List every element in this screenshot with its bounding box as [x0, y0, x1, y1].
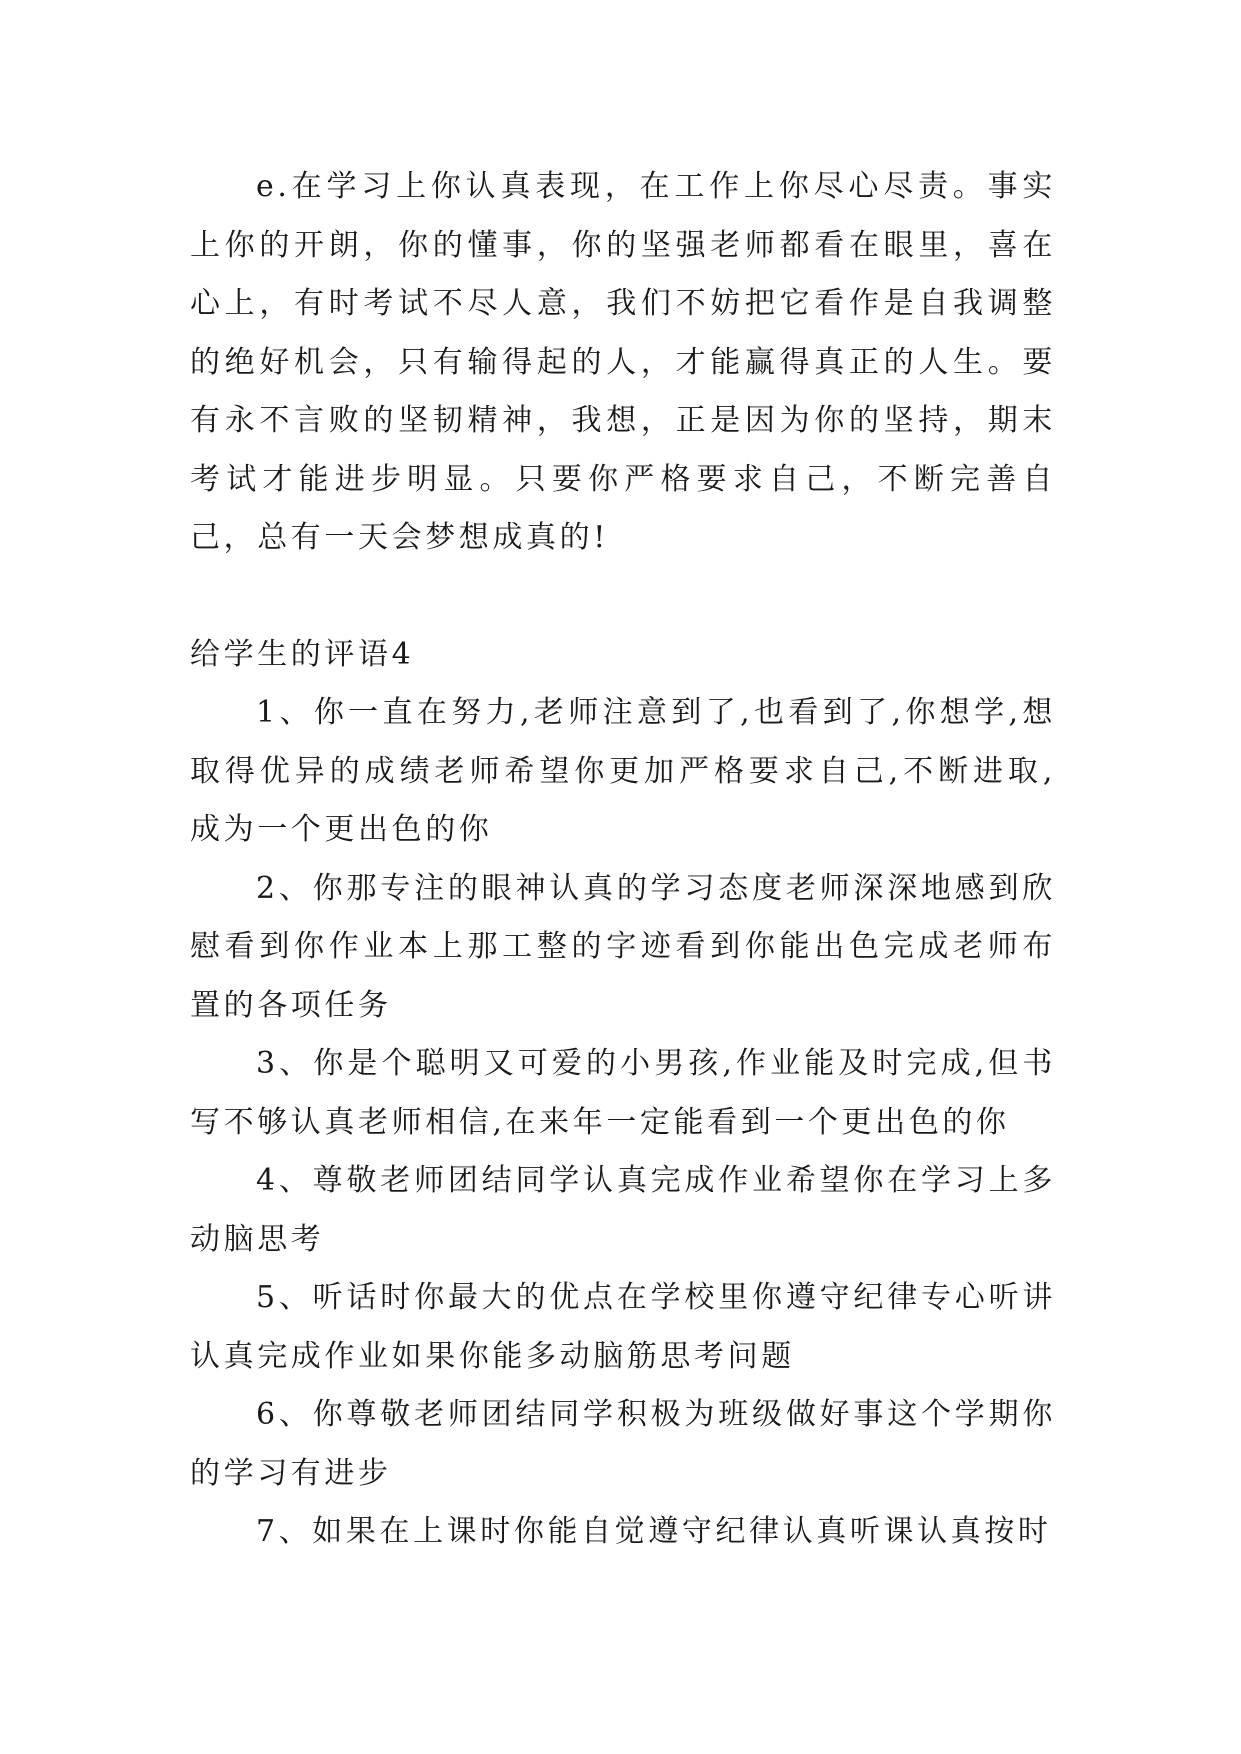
comment-list — [190, 684, 1056, 1562]
document-page — [190, 158, 1056, 1562]
list-item: 6、你尊敬老师团结同学积极为班级做好事这个学期你的学习有进步 — [190, 1397, 1056, 1491]
list-item: 2、你那专注的眼神认真的学习态度老师深深地感到欣慰看到你作业本上那工整的字迹看到你能出色完成老师布置的各项任务 — [190, 870, 1056, 1023]
list-item: 4、尊敬老师团结同学认真完成作业希望你在学习上多动脑思考 — [190, 1163, 1056, 1257]
section-title: 给学生的评语4 — [190, 636, 415, 672]
list-item: 1、你一直在努力,老师注意到了,也看到了,你想学,想取得优异的成绩老师希望你更加严格要求自己,不断进取,成为一个更出色的你 — [190, 695, 1056, 847]
list-item: 5、听话时你最大的优点在学校里你遵守纪律专心听讲认真完成作业如果你能多动脑筋思考问题 — [190, 1280, 1056, 1374]
intro-paragraph: e.在学习上你认真表现，在工作上你尽心尽责。事实上你的开朗，你的懂事，你的坚强老师都看在眼里，喜在心上，有时考试不尽人意，我们不妨把它看作是自我调整的绝好机会，只有输得起的人，才能赢得真正的人生。要有永不言败的坚韧精神，我想，正是因为你的坚持，期末考试才能进步明显。只要你严格要求自己，不断完善自己，总有一天会梦想成真的! — [190, 169, 1056, 555]
list-item: 7、如果在上课时你能自觉遵守纪律认真听课认真按时 — [256, 1514, 1052, 1549]
list-item: 3、你是个聪明又可爱的小男孩,作业能及时完成,但书写不够认真老师相信,在来年一定能看到一个更出色的你 — [190, 1046, 1056, 1140]
